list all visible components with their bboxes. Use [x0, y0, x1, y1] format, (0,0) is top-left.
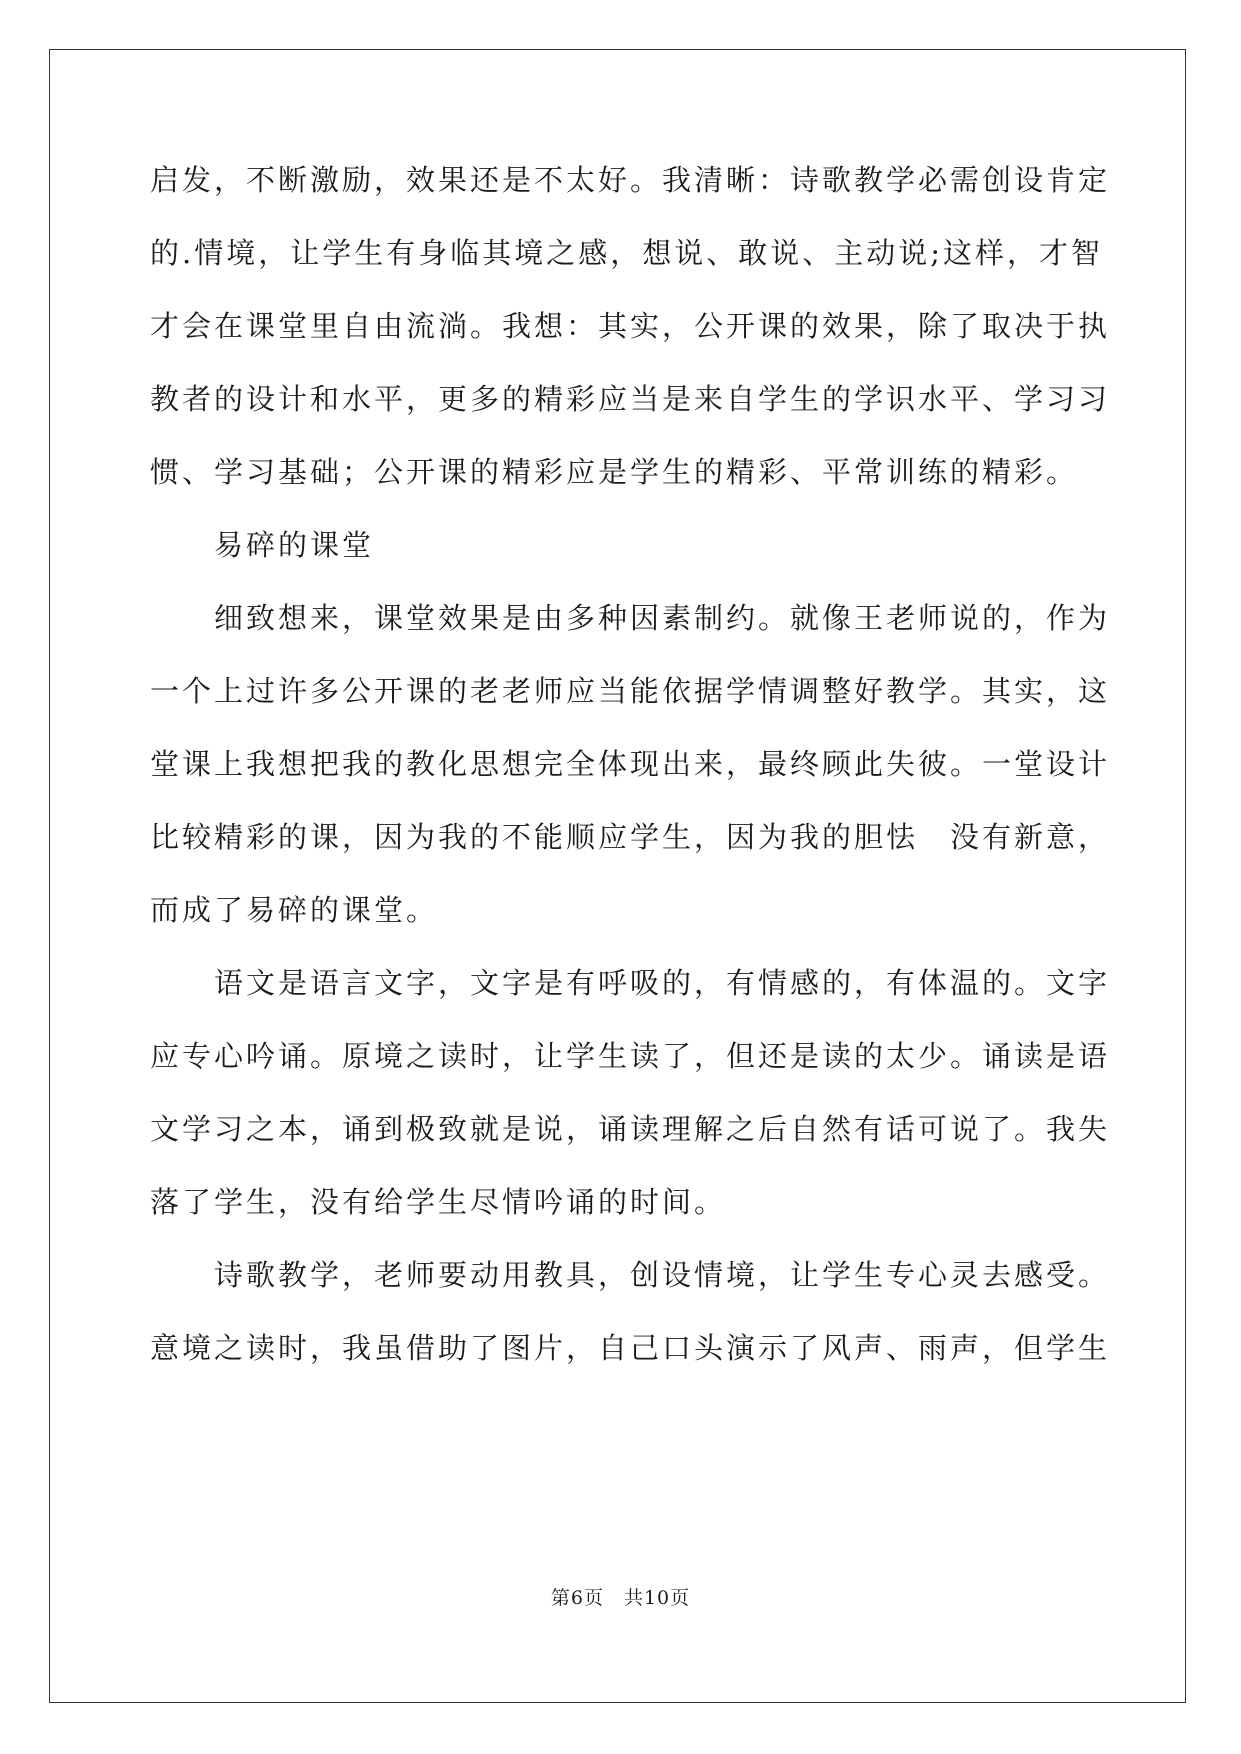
- text-line: 才会在课堂里自由流淌。我想：其实，公开课的效果，除了取决于执: [150, 309, 1111, 343]
- page-border: [49, 49, 1186, 1703]
- text-line: 语文是语言文字，文字是有呼吸的，有情感的，有体温的。文字: [214, 966, 1111, 1000]
- text-line: 细致想来，课堂效果是由多种因素制约。就像王老师说的，作为: [214, 601, 1111, 635]
- page-number-footer: 第6页 共10页: [550, 1587, 691, 1609]
- text-line: 惯、学习基础；公开课的精彩应是学生的精彩、平常训练的精彩。: [150, 455, 1079, 489]
- text-line: 意境之读时，我虽借助了图片，自己口头演示了风声、雨声，但学生: [150, 1331, 1111, 1365]
- text-line: 而成了易碎的课堂。: [150, 893, 439, 927]
- text-line: 诗歌教学，老师要动用教具，创设情境，让学生专心灵去感受。: [214, 1258, 1111, 1292]
- text-line: 落了学生，没有给学生尽情吟诵的时间。: [150, 1185, 727, 1219]
- text-line: 文学习之本，诵到极致就是说，诵读理解之后自然有话可说了。我失: [150, 1112, 1111, 1146]
- text-line: 的.情境，让学生有身临其境之感，想说、敢说、主动说;这样，才智: [150, 236, 1103, 270]
- text-line: 比较精彩的课，因为我的不能顺应学生，因为我的胆怯 没有新意，: [150, 820, 1111, 854]
- text-line: 启发，不断激励，效果还是不太好。我清晰：诗歌教学必需创设肯定: [150, 163, 1111, 197]
- text-line: 一个上过许多公开课的老老师应当能依据学情调整好教学。其实，这: [150, 674, 1111, 708]
- section-heading: 易碎的课堂: [214, 528, 375, 562]
- text-line: 应专心吟诵。原境之读时，让学生读了，但还是读的太少。诵读是语: [150, 1039, 1111, 1073]
- text-line: 教者的设计和水平，更多的精彩应当是来自学生的学识水平、学习习: [150, 382, 1111, 416]
- text-line: 堂课上我想把我的教化思想完全体现出来，最终顾此失彼。一堂设计: [150, 747, 1111, 781]
